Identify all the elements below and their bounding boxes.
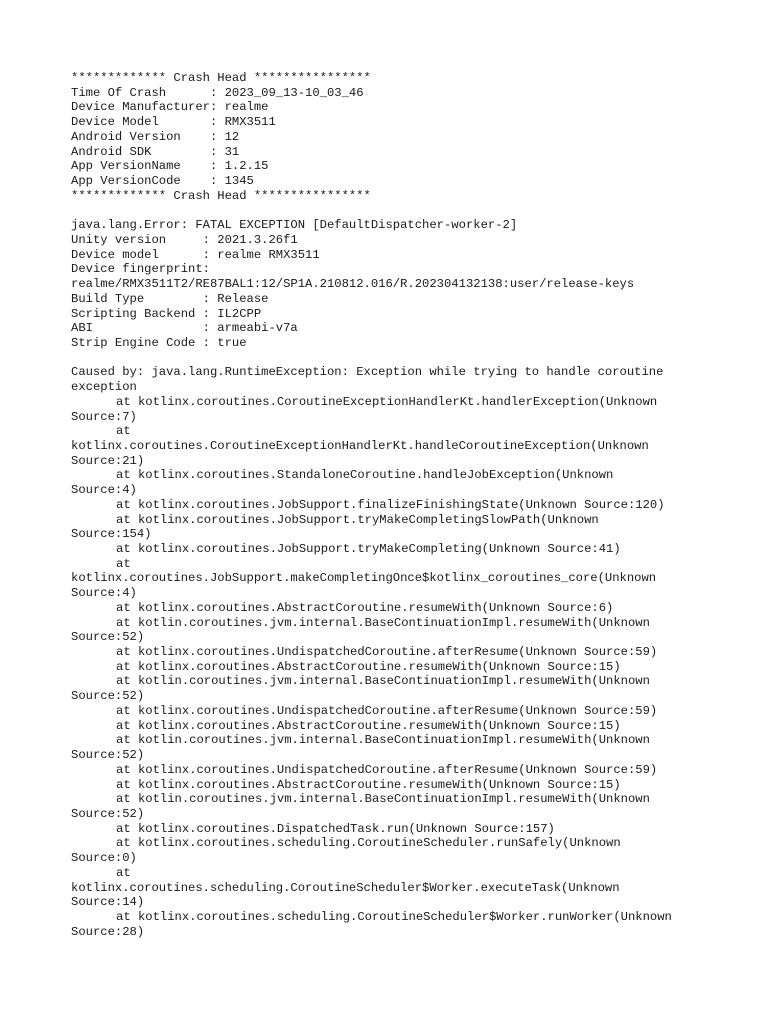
crash-head-banner-top: ************* Crash Head **************** — [71, 71, 371, 85]
caused-by-line: Caused by: java.lang.RuntimeException: Exception while trying to handle coroutine — [71, 365, 664, 380]
stack-frame — [71, 424, 731, 468]
stack-frame-continuation: Source:14) — [71, 895, 145, 910]
stack-frame-line: at kotlinx.coroutines.UndispatchedCoroutine.afterResume(Unknown Source:59) — [116, 703, 658, 718]
stack-frame-line: at — [116, 865, 131, 880]
stack-frame — [71, 660, 731, 675]
stack-frame — [71, 866, 731, 910]
build-type-line: Build Type : Release — [71, 291, 269, 306]
stack-frame — [71, 542, 731, 557]
stack-frame — [71, 601, 731, 616]
stack-frame-continuation: Source:52) — [71, 806, 145, 821]
stack-frame-continuation: Source:52) — [71, 748, 145, 763]
fingerprint-value-line: realme/RMX3511T2/RE87BAL1:12/SP1A.210812.016/R.202304132138:user/release-keys — [71, 277, 635, 292]
stack-frame — [71, 645, 731, 660]
fingerprint-label-line: Device fingerprint: — [71, 262, 210, 277]
stack-frame — [71, 704, 731, 719]
unity-version-line: Unity version : 2021.3.26f1 — [71, 232, 298, 247]
crash-head-android-sdk: Android SDK : 31 — [71, 144, 240, 159]
crash-head-section — [71, 71, 731, 203]
stack-frame — [71, 778, 731, 793]
stack-frame-line: at kotlin.coroutines.jvm.internal.BaseContinuationImpl.resumeWith(Unknown — [116, 674, 650, 689]
stack-frame — [71, 763, 731, 778]
stack-frame-continuation: Source:7) — [71, 409, 137, 424]
stack-frame-continuation: kotlinx.coroutines.CoroutineExceptionHandlerKt.handleCoroutineException(Unknown — [71, 438, 649, 453]
stack-frame-line: at kotlinx.coroutines.UndispatchedCoroutine.afterResume(Unknown Source:59) — [116, 645, 658, 660]
stack-frame-line: at kotlinx.coroutines.JobSupport.tryMakeCompleting(Unknown Source:41) — [116, 542, 621, 556]
stack-frame-continuation: Source:21) — [71, 453, 145, 468]
stack-frame — [71, 836, 731, 865]
crash-head-version-name: App VersionName : 1.2.15 — [71, 159, 269, 174]
stack-frame-continuation: Source:4) — [71, 483, 137, 498]
stack-frame — [71, 616, 731, 645]
stack-frame-line: at kotlin.coroutines.jvm.internal.BaseContinuationImpl.resumeWith(Unknown — [116, 792, 650, 807]
stack-frame — [71, 468, 731, 497]
fatal-exception-line: java.lang.Error: FATAL EXCEPTION [DefaultDispatcher-worker-2] — [71, 218, 518, 233]
stack-frame-continuation: Source:52) — [71, 689, 145, 704]
stack-frame — [71, 557, 731, 601]
section-spacer — [71, 351, 731, 366]
stack-frame-line: at kotlinx.coroutines.JobSupport.finalizeFinishingState(Unknown Source:120) — [116, 497, 665, 512]
stack-frame-continuation: Source:4) — [71, 586, 137, 601]
crash-head-android-version: Android Version : 12 — [71, 129, 240, 144]
stack-frame — [71, 910, 731, 939]
crash-head-version-code: App VersionCode : 1345 — [71, 174, 254, 189]
stack-frame-line: at kotlinx.coroutines.AbstractCoroutine.resumeWith(Unknown Source:15) — [116, 777, 621, 792]
stack-frame — [71, 513, 731, 542]
stack-frame-continuation: Source:52) — [71, 630, 145, 645]
stack-frame-line: at kotlinx.coroutines.StandaloneCoroutine.handleJobException(Unknown — [116, 468, 614, 483]
stack-frame-line: at kotlinx.coroutines.DispatchedTask.run(Unknown Source:157) — [116, 821, 555, 836]
strip-engine-code-line: Strip Engine Code : true — [71, 335, 247, 350]
stack-frame — [71, 719, 731, 734]
section-spacer — [71, 203, 731, 218]
crash-head-time: Time Of Crash : 2023_09_13-10_03_46 — [71, 85, 364, 100]
stack-trace-section — [71, 365, 731, 939]
stack-frame-continuation: kotlinx.coroutines.JobSupport.makeCompletingOnce$kotlinx_coroutines_core(Unknown — [71, 571, 657, 586]
stack-frame-line: at kotlin.coroutines.jvm.internal.BaseContinuationImpl.resumeWith(Unknown — [116, 615, 650, 630]
stack-frame-list — [71, 395, 731, 940]
stack-frame-continuation: Source:28) — [71, 924, 145, 939]
stack-frame — [71, 674, 731, 703]
stack-frame-line: at — [116, 424, 131, 439]
stack-frame-line: at kotlinx.coroutines.scheduling.CoroutineScheduler$Worker.runWorker(Unknown — [116, 909, 672, 924]
stack-frame-line: at kotlinx.coroutines.scheduling.CoroutineScheduler.runSafely(Unknown — [116, 836, 621, 851]
stack-frame — [71, 792, 731, 821]
crash-head-model: Device Model : RMX3511 — [71, 115, 276, 130]
stack-frame — [71, 822, 731, 837]
stack-frame-continuation: Source:0) — [71, 851, 137, 866]
abi-line: ABI : armeabi-v7a — [71, 321, 298, 336]
crash-head-manufacturer: Device Manufacturer: realme — [71, 100, 269, 115]
crash-head-banner-bottom: ************* Crash Head **************** — [71, 188, 371, 203]
crash-log-document — [71, 71, 731, 939]
stack-frame — [71, 395, 731, 424]
stack-frame-line: at kotlinx.coroutines.JobSupport.tryMakeCompletingSlowPath(Unknown — [116, 512, 599, 527]
scripting-backend-line: Scripting Backend : IL2CPP — [71, 306, 262, 321]
stack-frame-line: at kotlinx.coroutines.AbstractCoroutine.resumeWith(Unknown Source:15) — [116, 659, 621, 674]
stack-frame-continuation: Source:154) — [71, 527, 152, 542]
error-info-section — [71, 218, 731, 350]
stack-frame-line: at kotlinx.coroutines.CoroutineExceptionHandlerKt.handlerException(Unknown — [116, 394, 658, 409]
stack-frame-line: at kotlinx.coroutines.AbstractCoroutine.resumeWith(Unknown Source:15) — [116, 718, 621, 733]
stack-frame-line: at kotlin.coroutines.jvm.internal.BaseContinuationImpl.resumeWith(Unknown — [116, 733, 650, 748]
device-model-line: Device model : realme RMX3511 — [71, 247, 320, 262]
stack-frame — [71, 733, 731, 762]
stack-frame-line: at kotlinx.coroutines.AbstractCoroutine.resumeWith(Unknown Source:6) — [116, 600, 614, 615]
stack-frame-line: at kotlinx.coroutines.UndispatchedCoroutine.afterResume(Unknown Source:59) — [116, 762, 658, 777]
stack-frame-continuation: kotlinx.coroutines.scheduling.CoroutineScheduler$Worker.executeTask(Unknown — [71, 880, 620, 895]
stack-frame — [71, 498, 731, 513]
stack-frame-line: at — [116, 556, 131, 571]
caused-by-continuation: exception — [71, 380, 137, 395]
